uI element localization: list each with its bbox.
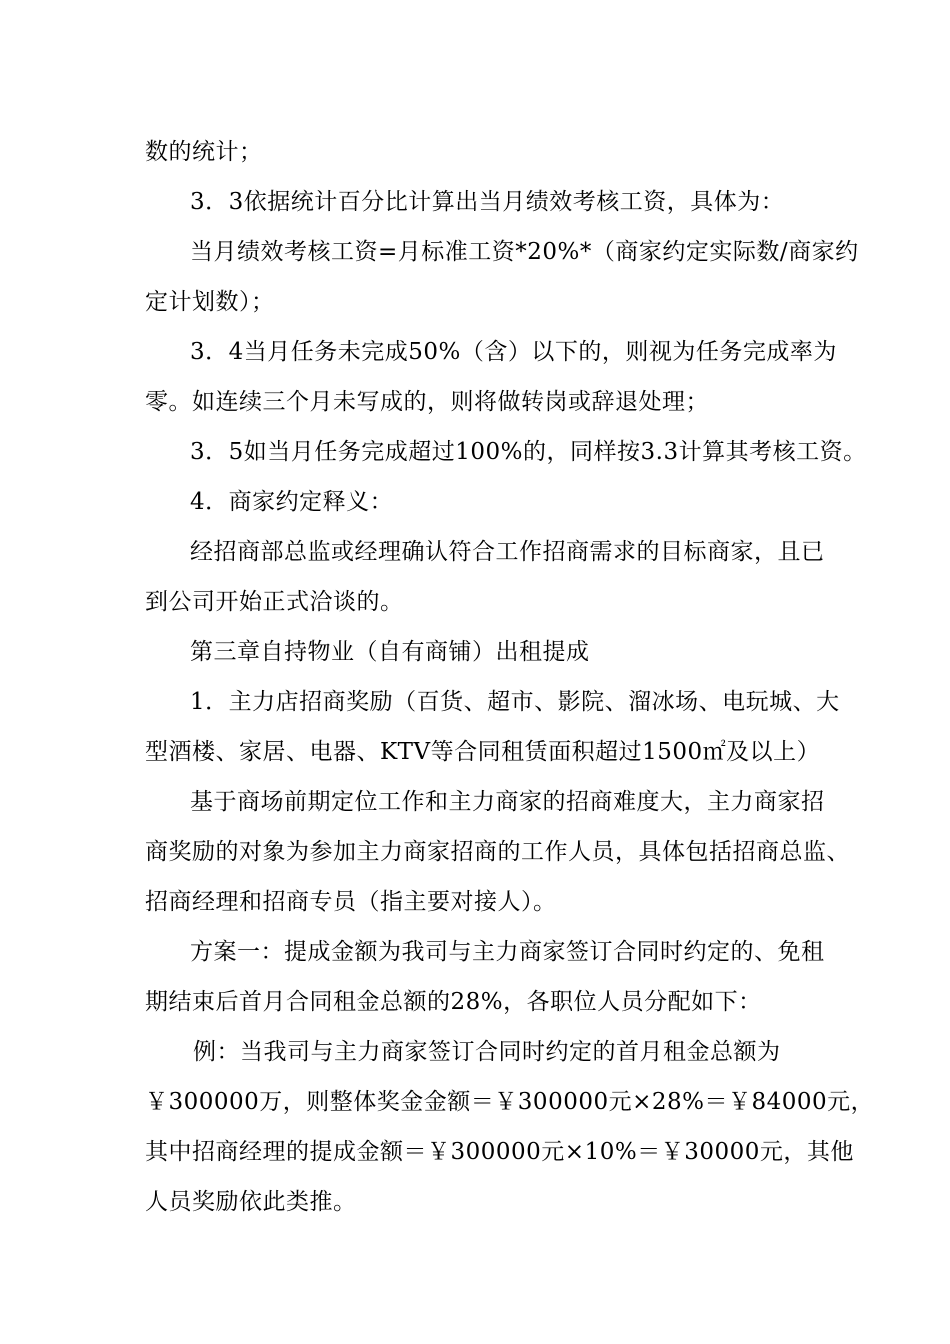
text-line: ￥300000万，则整体奖金金额＝￥300000元×28%＝￥84000元， xyxy=(145,1089,875,1115)
text-line: 当月绩效考核工资=月标准工资*20%*（商家约定实际数/商家约 xyxy=(190,239,859,265)
text-line: 其中招商经理的提成金额＝￥300000元×10%＝￥30000元，其他 xyxy=(145,1139,854,1165)
text-line: 数的统计； xyxy=(145,139,263,165)
text-line: 定计划数）； xyxy=(145,289,275,315)
chapter-heading: 第三章自持物业（自有商铺）出租提成 xyxy=(190,639,590,665)
text-line: 到公司开始正式洽谈的。 xyxy=(145,589,404,615)
text-line: 人员奖励依此类推。 xyxy=(145,1189,357,1215)
text-line: 3．4当月任务未完成50%（含）以下的，则视为任务完成率为 xyxy=(190,339,837,365)
text-line: 期结束后首月合同租金总额的28%，各职位人员分配如下： xyxy=(145,989,762,1015)
text-line: 基于商场前期定位工作和主力商家的招商难度大，主力商家招 xyxy=(190,789,825,815)
text-line: 3．5如当月任务完成超过100%的，同样按3.3计算其考核工资。 xyxy=(190,439,867,465)
text-line: 型酒楼、家居、电器、KTV等合同租赁面积超过1500㎡及以上） xyxy=(145,739,821,765)
text-line: 经招商部总监或经理确认符合工作招商需求的目标商家，且已 xyxy=(190,539,825,565)
text-line: 方案一：提成金额为我司与主力商家签订合同时约定的、免租 xyxy=(190,939,825,965)
text-line: 商奖励的对象为参加主力商家招商的工作人员，具体包括招商总监、 xyxy=(145,839,850,865)
section-heading: 4．商家约定释义： xyxy=(190,489,394,515)
text-line: 3．3依据统计百分比计算出当月绩效考核工资，具体为： xyxy=(190,189,785,215)
text-line: 零。如连续三个月未写成的，则将做转岗或辞退处理； xyxy=(145,389,709,415)
text-line: 1．主力店招商奖励（百货、超市、影院、溜冰场、电玩城、大 xyxy=(190,689,840,715)
text-line: 招商经理和招商专员（指主要对接人）。 xyxy=(145,889,557,915)
text-line: 例：当我司与主力商家签订合同时约定的首月租金总额为 xyxy=(193,1039,781,1065)
